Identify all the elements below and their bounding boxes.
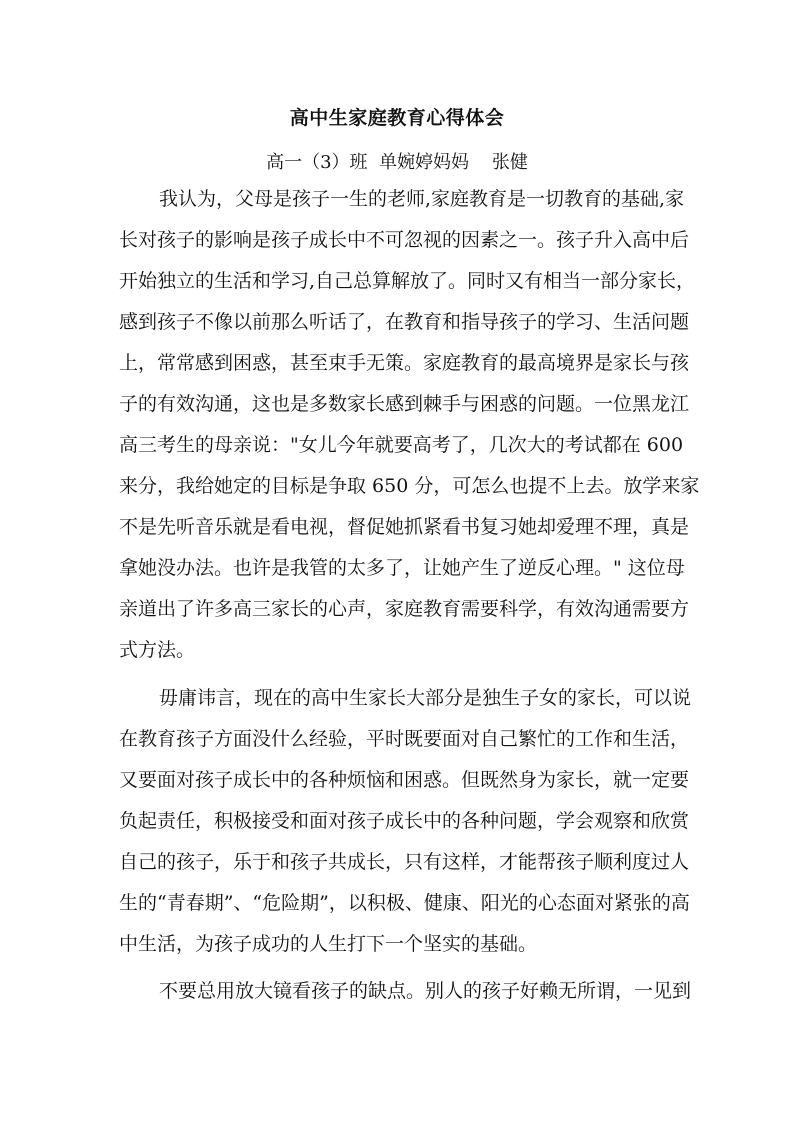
paragraph-line: 子的有效沟通，这也是多数家长感到棘手与困惑的问题。一位黑龙江 bbox=[119, 393, 690, 415]
paragraph-line: 不要总用放大镜看孩子的缺点。别人的孩子好赖无所谓，一见到 bbox=[159, 980, 692, 1002]
document-byline: 高一（3）班 单婉婷妈妈 张健 bbox=[266, 152, 528, 173]
paragraph-line: 拿她没办法。也许是我管的太多了，让她产生了逆反心理。" 这位母 bbox=[119, 557, 685, 579]
paragraph-line: 中生活，为孩子成功的人生打下一个坚实的基础。 bbox=[119, 933, 538, 955]
paragraph-line: 开始独立的生活和学习,自己总算解放了。同时又有相当一部分家长， bbox=[119, 270, 696, 292]
paragraph-line: 亲道出了许多高三家长的心声，家庭教育需要科学，有效沟通需要方 bbox=[119, 598, 690, 620]
paragraph-line: 负起责任，积极接受和面对孩子成长中的各种问题，学会观察和欣赏 bbox=[119, 810, 690, 832]
paragraph-line: 我认为，父母是孩子一生的老师,家庭教育是一切教育的基础,家 bbox=[159, 188, 685, 210]
document-title: 高中生家庭教育心得体会 bbox=[289, 107, 505, 129]
paragraph-line: 感到孩子不像以前那么听话了，在教育和指导孩子的学习、生活问题 bbox=[119, 311, 690, 333]
paragraph-line: 又要面对孩子成长中的各种烦恼和困惑。但既然身为家长，就一定要 bbox=[119, 769, 690, 791]
paragraph-line: 来分，我给她定的目标是争取 650 分，可怎么也提不上去。放学来家 bbox=[119, 475, 700, 497]
paragraph-line: 在教育孩子方面没什么经验，平时既要面对自己繁忙的工作和生活， bbox=[119, 728, 690, 750]
paragraph-line: 高三考生的母亲说："女儿今年就要高考了，几次大的考试都在 600 bbox=[119, 434, 684, 456]
paragraph-line: 式方法。 bbox=[119, 639, 196, 661]
paragraph-line: 毋庸讳言，现在的高中生家长大部分是独生子女的家长，可以说 bbox=[159, 687, 692, 709]
paragraph-line: 上，常常感到困惑，甚至束手无策。家庭教育的最高境界是家长与孩 bbox=[119, 352, 690, 374]
paragraph-line: 长对孩子的影响是孩子成长中不可忽视的因素之一。孩子升入高中后 bbox=[119, 229, 690, 251]
paragraph-line: 自己的孩子，乐于和孩子共成长，只有这样，才能帮孩子顺利度过人 bbox=[119, 851, 690, 873]
paragraph-line: 不是先听音乐就是看电视，督促她抓紧看书复习她却爱理不理，真是 bbox=[119, 516, 690, 538]
paragraph-line: 生的“青春期”、“危险期”，以积极、健康、阳光的心态面对紧张的高 bbox=[119, 892, 690, 914]
